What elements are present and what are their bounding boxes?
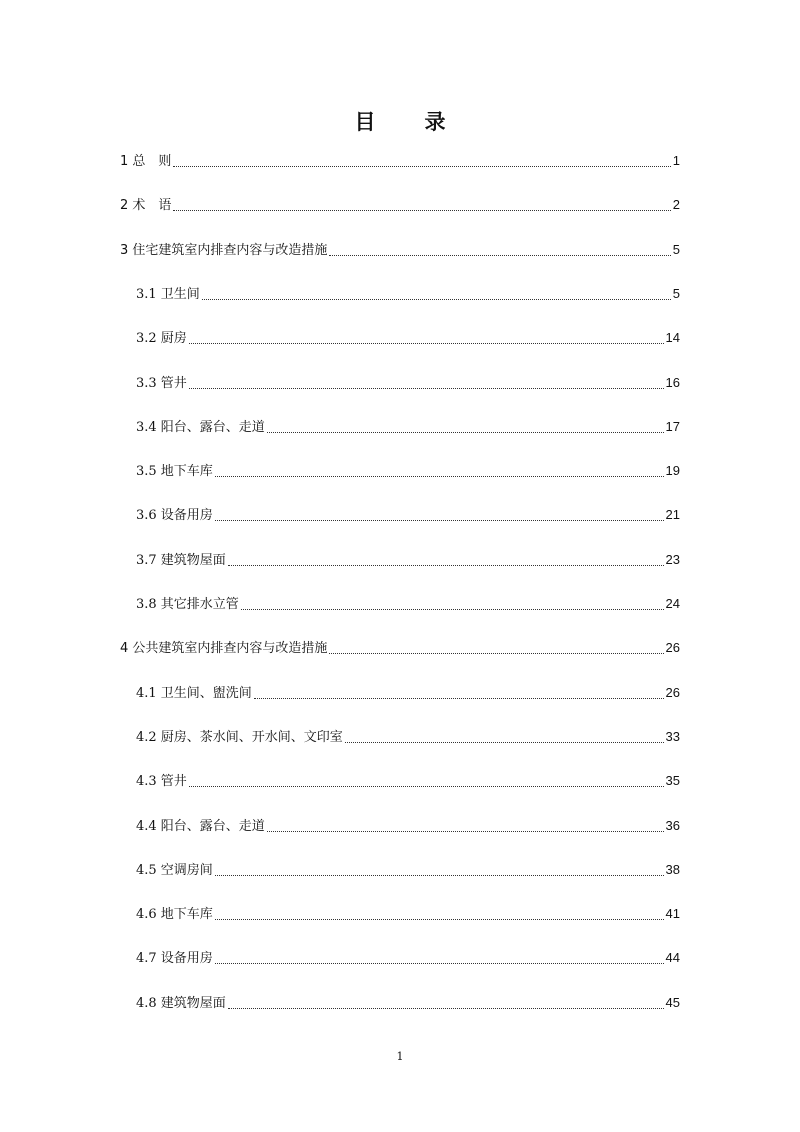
dot-leader — [267, 831, 664, 832]
toc-entry[interactable] — [136, 949, 680, 968]
dot-leader — [329, 653, 663, 654]
toc-entry-page: 21 — [665, 507, 680, 523]
toc-entry-label: 3.1 卫生间 — [136, 286, 200, 302]
toc-entry[interactable] — [136, 728, 680, 747]
toc-entry[interactable] — [136, 418, 680, 437]
toc-entry-page: 35 — [665, 773, 680, 789]
dot-leader — [202, 299, 671, 300]
toc-entry-label: 3.6 设备用房 — [136, 508, 213, 524]
toc-entry-page: 5 — [672, 285, 680, 301]
toc-entry[interactable] — [120, 639, 680, 658]
dot-leader — [267, 432, 664, 433]
toc-entry-label: 4.2 厨房、茶水间、开水间、文印室 — [136, 729, 343, 745]
toc-entry-label: 3.2 厨房 — [136, 331, 187, 347]
toc-entry[interactable] — [136, 506, 680, 525]
toc-entry-page: 26 — [665, 640, 680, 656]
toc-entry[interactable] — [136, 374, 680, 393]
dot-leader — [189, 343, 664, 344]
toc-entry-page: 2 — [672, 197, 680, 213]
toc-entry-page: 41 — [665, 906, 680, 922]
dot-leader — [345, 742, 664, 743]
dot-leader — [228, 1008, 664, 1009]
dot-leader — [189, 786, 664, 787]
toc-entry[interactable] — [136, 551, 680, 570]
toc-entry-page: 1 — [672, 153, 680, 168]
toc-entry-label: 4.4 阳台、露台、走道 — [136, 818, 265, 834]
toc-entry-page: 5 — [672, 241, 680, 257]
toc-entry-label: 4.8 建筑物屋面 — [136, 995, 226, 1011]
dot-leader — [173, 210, 670, 211]
toc-entry-label: 2 术 语 — [120, 198, 172, 214]
toc-entry-label: 4 公共建筑室内排查内容与改造措施 — [120, 641, 328, 657]
dot-leader — [215, 476, 664, 477]
toc-entry-label: 3.5 地下车库 — [136, 464, 213, 480]
toc-entry[interactable] — [120, 152, 680, 171]
toc-entry-label: 3.3 管井 — [136, 375, 187, 391]
toc-entry-label: 4.5 空调房间 — [136, 862, 213, 878]
toc-entry-page: 19 — [665, 463, 680, 479]
dot-leader — [173, 166, 670, 167]
toc-entry[interactable] — [136, 861, 680, 880]
toc-entry[interactable] — [136, 994, 680, 1013]
toc-entry-label: 3.4 阳台、露台、走道 — [136, 419, 265, 435]
toc-entry[interactable] — [120, 241, 680, 260]
dot-leader — [215, 520, 664, 521]
dot-leader — [215, 875, 664, 876]
page-number: 1 — [396, 1050, 404, 1063]
toc-entry[interactable] — [136, 329, 680, 348]
toc-entry[interactable] — [136, 285, 680, 304]
toc-entry-page: 33 — [665, 728, 680, 744]
toc-entry[interactable] — [136, 772, 680, 791]
dot-leader — [329, 255, 670, 256]
toc-entry-label: 1 总 则 — [120, 154, 172, 169]
toc-entry-label: 4.1 卫生间、盥洗间 — [136, 685, 252, 701]
toc-entry-page: 23 — [665, 551, 680, 567]
toc-entry-label: 3.8 其它排水立管 — [136, 597, 239, 612]
dot-leader — [189, 388, 664, 389]
toc-entry[interactable] — [120, 196, 680, 215]
toc-entry[interactable] — [136, 595, 680, 614]
dot-leader — [254, 698, 664, 699]
toc-entry-page: 14 — [665, 330, 680, 346]
toc-entry-label: 4.3 管井 — [136, 774, 187, 790]
toc-entry-label: 4.6 地下车库 — [136, 907, 213, 923]
toc-entry[interactable] — [136, 905, 680, 924]
toc-entry-label: 3 住宅建筑室内排查内容与改造措施 — [120, 242, 328, 258]
toc-entry[interactable] — [136, 684, 680, 703]
toc-entry-label: 4.7 设备用房 — [136, 951, 213, 967]
toc-entry-page: 44 — [665, 950, 680, 966]
dot-leader — [241, 609, 664, 610]
toc-entry-label: 3.7 建筑物屋面 — [136, 552, 226, 568]
toc-entry-page: 38 — [665, 861, 680, 877]
toc-entry[interactable] — [136, 462, 680, 481]
toc-entry-page: 36 — [665, 817, 680, 833]
dot-leader — [228, 565, 664, 566]
page-title: 目 录 — [354, 110, 460, 134]
dot-leader — [215, 963, 664, 964]
toc-entry-page: 17 — [665, 418, 680, 434]
toc-entry-page: 16 — [665, 374, 680, 390]
toc-entry-page: 45 — [665, 994, 680, 1010]
toc-entry-page: 24 — [665, 596, 680, 611]
toc-entry[interactable] — [136, 817, 680, 836]
toc-entry-page: 26 — [665, 684, 680, 700]
dot-leader — [215, 919, 664, 920]
